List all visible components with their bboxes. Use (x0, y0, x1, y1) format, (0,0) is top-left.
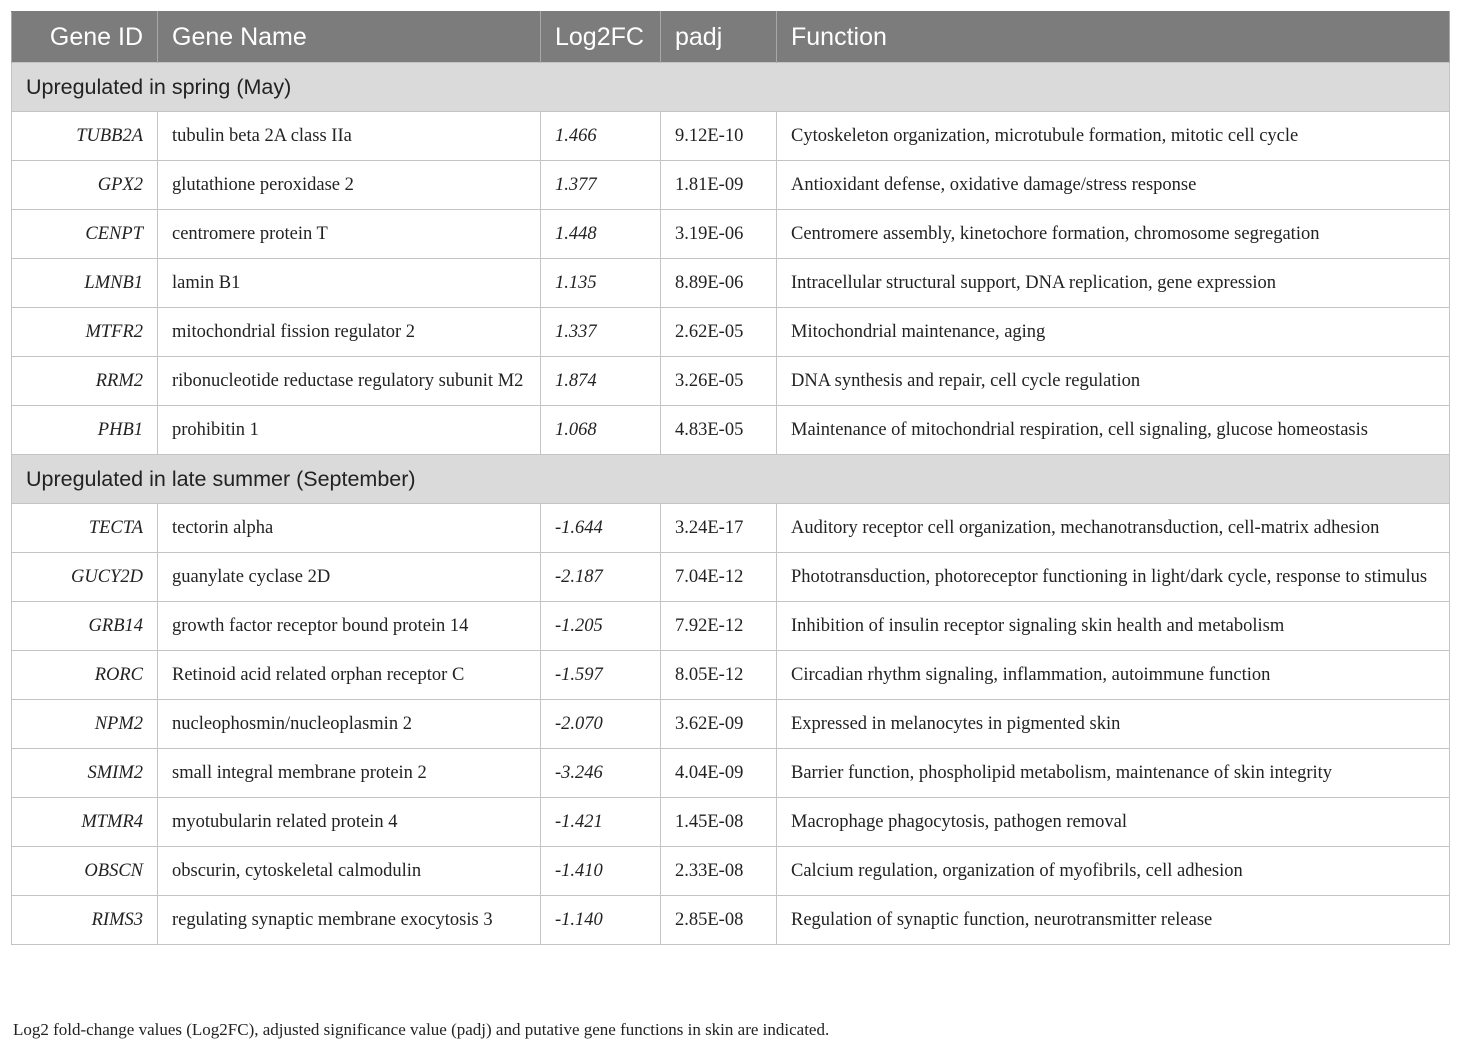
gene-id-cell: PHB1 (12, 406, 158, 455)
gene-table (11, 11, 1450, 945)
gene-name-cell: small integral membrane protein 2 (158, 749, 541, 798)
padj-cell: 4.04E-09 (661, 749, 777, 798)
log2fc-cell: 1.068 (541, 406, 661, 455)
function-cell: DNA synthesis and repair, cell cycle regulation (777, 357, 1450, 406)
function-cell: Auditory receptor cell organization, mechanotransduction, cell-matrix adhesion (777, 504, 1450, 553)
table-row (12, 161, 1450, 210)
column-header-log2fc: Log2FC (541, 12, 661, 63)
table-row (12, 896, 1450, 945)
gene-id-cell: SMIM2 (12, 749, 158, 798)
gene-id-cell: NPM2 (12, 700, 158, 749)
function-cell: Macrophage phagocytosis, pathogen removal (777, 798, 1450, 847)
table-row (12, 553, 1450, 602)
function-cell: Circadian rhythm signaling, inflammation, autoimmune function (777, 651, 1450, 700)
table-row (12, 602, 1450, 651)
log2fc-cell: 1.874 (541, 357, 661, 406)
gene-name-cell: nucleophosmin/nucleoplasmin 2 (158, 700, 541, 749)
function-cell: Centromere assembly, kinetochore formation, chromosome segregation (777, 210, 1450, 259)
table-row (12, 357, 1450, 406)
gene-id-cell: RIMS3 (12, 896, 158, 945)
padj-cell: 2.85E-08 (661, 896, 777, 945)
gene-id-cell: MTMR4 (12, 798, 158, 847)
gene-id-cell: LMNB1 (12, 259, 158, 308)
header-row (12, 12, 1450, 63)
log2fc-cell: -2.187 (541, 553, 661, 602)
log2fc-cell: -1.205 (541, 602, 661, 651)
gene-name-cell: obscurin, cytoskeletal calmodulin (158, 847, 541, 896)
function-cell: Cytoskeleton organization, microtubule formation, mitotic cell cycle (777, 112, 1450, 161)
table-row (12, 700, 1450, 749)
column-header-padj: padj (661, 12, 777, 63)
padj-cell: 8.05E-12 (661, 651, 777, 700)
gene-name-cell: glutathione peroxidase 2 (158, 161, 541, 210)
function-cell: Maintenance of mitochondrial respiration, cell signaling, glucose homeostasis (777, 406, 1450, 455)
padj-cell: 7.92E-12 (661, 602, 777, 651)
table-footnote: Log2 fold-change values (Log2FC), adjusted significance value (padj) and putative gene functions in skin are indicated. (13, 1020, 830, 1039)
log2fc-cell: -1.410 (541, 847, 661, 896)
gene-name-cell: myotubularin related protein 4 (158, 798, 541, 847)
table-row (12, 798, 1450, 847)
gene-name-cell: ribonucleotide reductase regulatory subunit M2 (158, 357, 541, 406)
table-row (12, 406, 1450, 455)
table-row (12, 504, 1450, 553)
table-row (12, 112, 1450, 161)
gene-name-cell: centromere protein T (158, 210, 541, 259)
log2fc-cell: 1.377 (541, 161, 661, 210)
table-row (12, 210, 1450, 259)
gene-id-cell: TUBB2A (12, 112, 158, 161)
column-header-gene-name: Gene Name (158, 12, 541, 63)
padj-cell: 7.04E-12 (661, 553, 777, 602)
log2fc-cell: 1.448 (541, 210, 661, 259)
padj-cell: 3.19E-06 (661, 210, 777, 259)
group-label: Upregulated in spring (May) (12, 63, 1450, 112)
gene-name-cell: prohibitin 1 (158, 406, 541, 455)
function-cell: Mitochondrial maintenance, aging (777, 308, 1450, 357)
padj-cell: 3.62E-09 (661, 700, 777, 749)
table-container (11, 11, 1449, 945)
gene-id-cell: OBSCN (12, 847, 158, 896)
table-row (12, 847, 1450, 896)
gene-id-cell: GUCY2D (12, 553, 158, 602)
log2fc-cell: -1.597 (541, 651, 661, 700)
function-cell: Antioxidant defense, oxidative damage/stress response (777, 161, 1450, 210)
padj-cell: 3.26E-05 (661, 357, 777, 406)
gene-id-cell: RORC (12, 651, 158, 700)
gene-id-cell: GRB14 (12, 602, 158, 651)
padj-cell: 1.81E-09 (661, 161, 777, 210)
gene-id-cell: RRM2 (12, 357, 158, 406)
log2fc-cell: 1.337 (541, 308, 661, 357)
gene-name-cell: tectorin alpha (158, 504, 541, 553)
function-cell: Intracellular structural support, DNA replication, gene expression (777, 259, 1450, 308)
padj-cell: 2.62E-05 (661, 308, 777, 357)
gene-id-cell: CENPT (12, 210, 158, 259)
group-header-row (12, 63, 1450, 112)
log2fc-cell: -2.070 (541, 700, 661, 749)
table-row (12, 259, 1450, 308)
table-body (12, 63, 1450, 945)
group-header-row (12, 455, 1450, 504)
table-header (12, 12, 1450, 63)
log2fc-cell: -1.421 (541, 798, 661, 847)
gene-name-cell: tubulin beta 2A class IIa (158, 112, 541, 161)
gene-name-cell: regulating synaptic membrane exocytosis 3 (158, 896, 541, 945)
table-row (12, 749, 1450, 798)
gene-name-cell: growth factor receptor bound protein 14 (158, 602, 541, 651)
group-label: Upregulated in late summer (September) (12, 455, 1450, 504)
column-header-function: Function (777, 12, 1450, 63)
gene-name-cell: Retinoid acid related orphan receptor C (158, 651, 541, 700)
log2fc-cell: -1.140 (541, 896, 661, 945)
gene-name-cell: mitochondrial fission regulator 2 (158, 308, 541, 357)
gene-name-cell: guanylate cyclase 2D (158, 553, 541, 602)
padj-cell: 4.83E-05 (661, 406, 777, 455)
gene-id-cell: TECTA (12, 504, 158, 553)
function-cell: Calcium regulation, organization of myofibrils, cell adhesion (777, 847, 1450, 896)
function-cell: Regulation of synaptic function, neurotransmitter release (777, 896, 1450, 945)
padj-cell: 2.33E-08 (661, 847, 777, 896)
gene-id-cell: MTFR2 (12, 308, 158, 357)
log2fc-cell: -1.644 (541, 504, 661, 553)
table-row (12, 308, 1450, 357)
function-cell: Phototransduction, photoreceptor functioning in light/dark cycle, response to stimulus (777, 553, 1450, 602)
table-row (12, 651, 1450, 700)
padj-cell: 8.89E-06 (661, 259, 777, 308)
column-header-gene-id: Gene ID (12, 12, 158, 63)
log2fc-cell: 1.135 (541, 259, 661, 308)
padj-cell: 1.45E-08 (661, 798, 777, 847)
function-cell: Expressed in melanocytes in pigmented skin (777, 700, 1450, 749)
function-cell: Barrier function, phospholipid metabolism, maintenance of skin integrity (777, 749, 1450, 798)
function-cell: Inhibition of insulin receptor signaling skin health and metabolism (777, 602, 1450, 651)
padj-cell: 9.12E-10 (661, 112, 777, 161)
log2fc-cell: -3.246 (541, 749, 661, 798)
padj-cell: 3.24E-17 (661, 504, 777, 553)
gene-id-cell: GPX2 (12, 161, 158, 210)
gene-name-cell: lamin B1 (158, 259, 541, 308)
log2fc-cell: 1.466 (541, 112, 661, 161)
